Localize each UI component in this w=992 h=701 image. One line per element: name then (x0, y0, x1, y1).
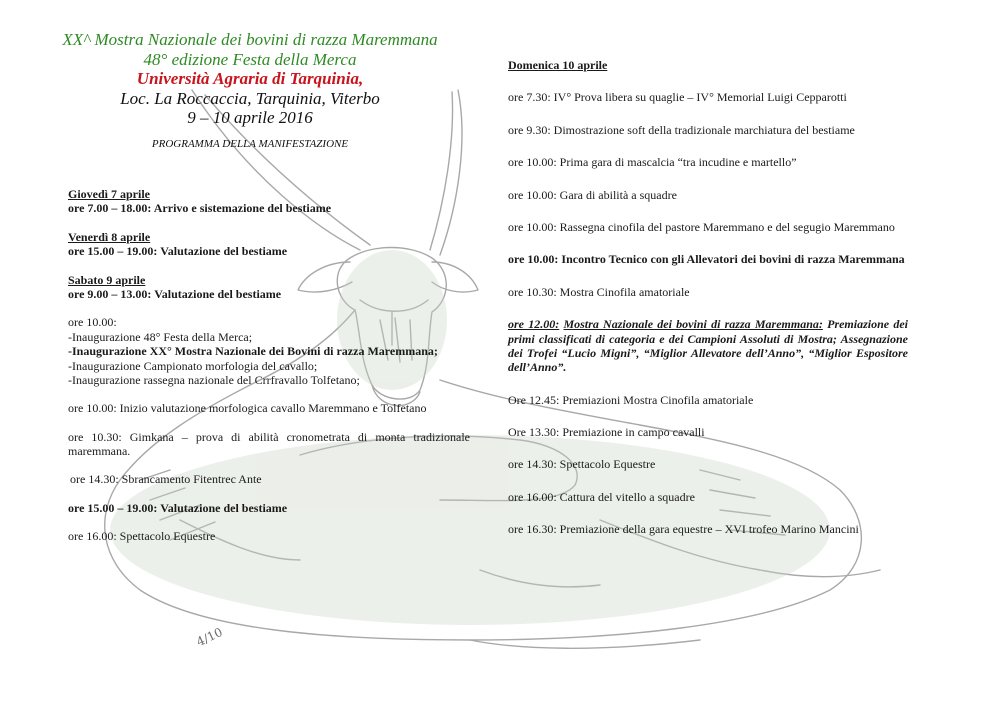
program-item: ore 10.00: Gara di abilità a squadre (508, 187, 677, 202)
program-block (68, 472, 470, 486)
program-item: ore 10.00: Rassegna cinofila del pastore Maremmano e del segugio Maremmano (508, 219, 895, 234)
program-item: ore 10.00: Prima gara di mascalcia “tra incudine e martello” (508, 155, 797, 170)
award-details: Premiazione dei primi classificati di categoria e dei Campioni Assoluti di Mostra; Assegnazione dei Trofei “Lucio Migni”, “Miglior Allevatore dell’Anno”, “Miglior Espositore dell’Anno”. (508, 317, 908, 375)
program-block (68, 501, 470, 515)
program-item: ore 15.00 – 19.00: Valutazione del bestiame (68, 244, 288, 259)
organizer: Università Agraria di Tarquinia, (136, 69, 364, 89)
program-subitem: -Inaugurazione XX° Mostra Nazionale dei Bovini di razza Maremmana; (68, 344, 438, 359)
program-item: ore 10.30: Mostra Cinofila amatoriale (508, 284, 690, 299)
program-subitem: -Inaugurazione rassegna nazionale del Crrfravallo Tolfetano; (68, 372, 360, 387)
program-item: ore 9.00 – 13.00: Valutazione del bestiame (68, 286, 282, 301)
program-block (68, 430, 470, 459)
program-item-time: ore 10.00: (68, 315, 117, 330)
day-saturday (68, 273, 470, 302)
program-item: ore 7.00 – 18.00: Arrivo e sistemazione del bestiame (68, 201, 332, 216)
program-item-inaugurations (68, 315, 470, 387)
program-item: ore 15.00 – 19.00: Valutazione del bestiame (68, 500, 288, 515)
day-title: Venerdì 8 aprile (68, 229, 151, 244)
location: Loc. La Roccaccia, Tarquinia, Viterbo (120, 88, 380, 108)
day-title: Giovedì 7 aprile (68, 187, 150, 201)
program-subitem: -Inaugurazione 48° Festa della Merca; (68, 329, 253, 344)
flyer-header (40, 30, 460, 150)
award-title: Mostra Nazionale dei bovini di razza Maremmana: (563, 317, 823, 332)
program-item: ore 16.00: Spettacolo Equestre (68, 529, 216, 544)
program-item: Ore 13.30: Premiazione in campo cavalli (508, 425, 705, 440)
day-title: Sabato 9 aprile (68, 272, 146, 287)
edition-title: 48° edizione Festa della Merca (143, 49, 357, 69)
program-item: ore 10.00: Incontro Tecnico con gli Allevatori dei bovini di razza Maremmana (508, 252, 905, 267)
day-thursday (68, 187, 470, 216)
award-time: ore 12.00: (508, 317, 560, 332)
program-item: ore 7.30: IV° Prova libera su quaglie – IV° Memorial Luigi Cepparotti (508, 90, 847, 105)
program-subitem: -Inaugurazione Campionato morfologia del cavallo; (68, 358, 318, 373)
program-item-awards (508, 317, 908, 375)
program-item: ore 16.30: Premiazione della gara equestre – XVI trofeo Marino Mancini (508, 522, 859, 537)
program-block (508, 58, 908, 72)
program-left-column (68, 187, 470, 558)
program-block (68, 401, 470, 415)
program-item: ore 10.00: Inizio valutazione morfologica cavallo Maremmano e Tolfetano (68, 401, 427, 416)
program-heading: PROGRAMMA DELLA MANIFESTAZIONE (151, 137, 349, 150)
day-title: Domenica 10 aprile (508, 58, 608, 72)
program-right-column (508, 58, 908, 555)
program-item: ore 16.00: Cattura del vitello a squadre (508, 489, 695, 504)
program-block (68, 529, 470, 543)
artist-signature: 4/10 (194, 624, 225, 650)
program-item: ore 14.30: Spettacolo Equestre (508, 457, 656, 472)
day-friday (68, 230, 470, 259)
event-title: XX^ Mostra Nazionale dei bovini di razza Maremmana (62, 30, 438, 49)
program-item: ore 9.30: Dimostrazione soft della tradizionale marchiatura del bestiame (508, 122, 855, 137)
event-dates: 9 – 10 aprile 2016 (187, 108, 313, 128)
program-item: Ore 12.45: Premiazioni Mostra Cinofila amatoriale (508, 392, 754, 407)
program-item: ore 14.30: Sbrancamento Fitentrec Ante (70, 472, 262, 487)
program-item: ore 10.30: Gimkana – prova di abilità cronometrata di monta tradizionale maremmana. (68, 429, 470, 459)
